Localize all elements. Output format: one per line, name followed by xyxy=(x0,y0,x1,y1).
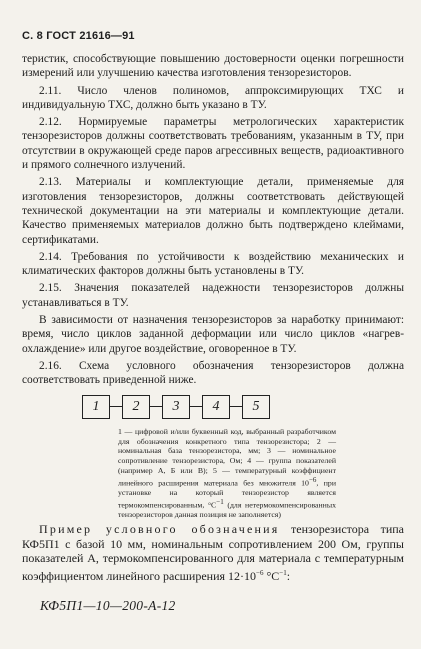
scheme-legend xyxy=(118,427,336,520)
paragraph-2-15-b: В зависимости от назначения тензорезисторов за наработку принимают: время, число циклов заданной деформации или число циклов «нагрев-охлаждение» или другое воздействие, оговоренное в ТУ. xyxy=(22,314,404,355)
legend-exponent: −6 xyxy=(308,475,317,484)
scheme-box-4: 4 xyxy=(202,395,230,419)
legend-text-2: , при установке на который тензорезистор является термокомпенсированным, °С xyxy=(118,478,336,510)
paragraph-2-11: 2.11. Число членов полиномов, аппроксимирующих ТХС и индивидуальную ТХС, должно быть указано в ТУ. xyxy=(22,84,404,111)
example-tail: : xyxy=(286,568,291,583)
scheme-dash xyxy=(150,406,162,407)
paragraph-2-13: 2.13. Материалы и комплектующие детали, применяемые для изготовления тензорезисторов, должны соответствовать действующей технической документации на эти материалы и комплектующие детали. Качество применяемых материалов должно быть подтверждено клеймами, сертификатами. xyxy=(22,176,404,246)
example-paragraph xyxy=(22,522,404,583)
scheme-dash xyxy=(230,406,242,407)
paragraph-continuation: теристик, способствующие повышению достоверности оценки погрешности измерений или улучшению качества изготовления тензорезисторов. xyxy=(22,53,404,80)
example-unit: °С xyxy=(263,568,280,583)
designation-example-code: КФ5П1—10—200-А-12 xyxy=(40,598,176,613)
paragraph-2-14: 2.14. Требования по устойчивости к воздействию механических и климатических факторов должны быть установлены в ТУ. xyxy=(22,250,404,278)
scheme-box-2: 2 xyxy=(122,395,150,419)
legend-text: 1 — цифровой и/или буквенный код, выбранный разработчиком для обозначения конкретного типа тензорезистора; 2 — номинальная база тензорезистора, мм; 3 — номинальное сопротивление тензорезистора, Ом; 4 — группа показателей (например А, Б или В); 5 — температурный коэффициент линейного расширения материала без множителя 10 xyxy=(118,427,336,488)
scheme-dash xyxy=(190,406,202,407)
scheme-dash xyxy=(110,406,122,407)
scheme-box-5: 5 xyxy=(242,395,270,419)
legend-text-3: (для нетермокомпенсированных тензорезисторов данная позиция не заполняется) xyxy=(118,500,336,519)
legend-exponent-2: −1 xyxy=(216,497,224,506)
example-lead: Пример условного обозначения xyxy=(39,522,280,536)
paragraph-2-12: 2.12. Нормируемые параметры метрологических характеристик тензорезисторов должны соответствовать требованиям, указанным в ТУ, при отсутствии в окружающей среде паров агрессивных веществ, радиоактивного и прямого солнечного излучений. xyxy=(22,116,404,172)
page-header: С. 8 ГОСТ 21616—91 xyxy=(22,30,135,42)
example-exponent-2: −1 xyxy=(279,568,287,577)
body-text xyxy=(22,52,404,388)
scheme-box-3: 3 xyxy=(162,395,190,419)
paragraph-2-15: 2.15. Значения показателей надежности тензорезисторов должны устанавливаться в ТУ. xyxy=(22,282,404,309)
scheme-box-1: 1 xyxy=(82,395,110,419)
example-exponent: −6 xyxy=(256,568,264,577)
designation-scheme xyxy=(82,395,342,419)
paragraph-2-16: 2.16. Схема условного обозначения тензорезисторов должна соответствовать приведенной ниже. xyxy=(22,359,404,387)
example-text: тензорезистора типа КФ5П1 с базой 10 мм, номинальным сопротивлением 200 Ом, группы показателей А, термокомпенсированного для материала с температурным коэффициентом линейного расширения 12·10 xyxy=(22,522,404,583)
